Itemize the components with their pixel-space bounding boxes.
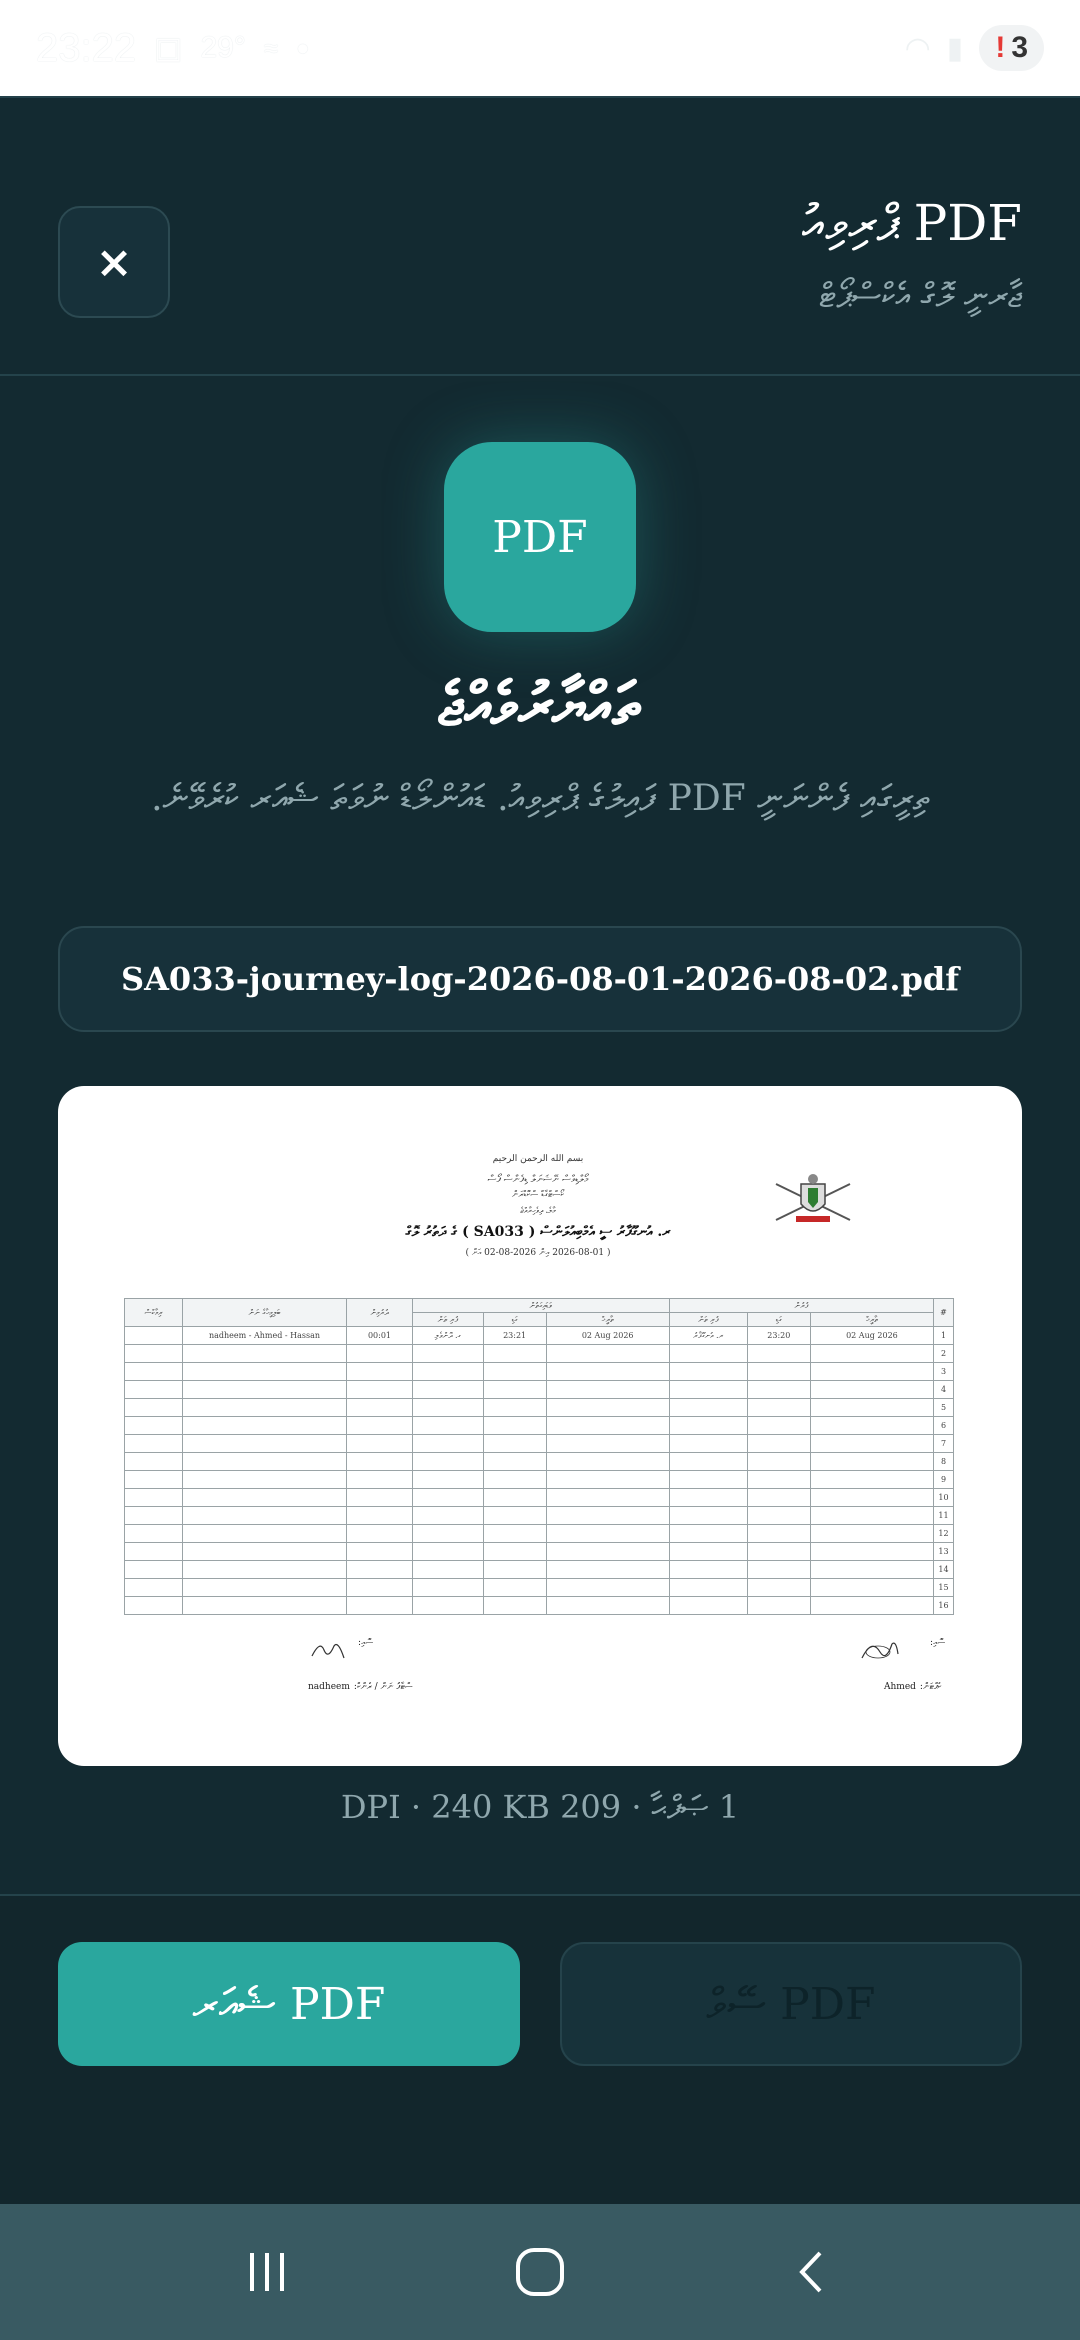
empty-cell: [669, 1417, 747, 1435]
empty-cell: [810, 1435, 933, 1453]
signature-right-icon: [858, 1636, 902, 1666]
empty-cell: [669, 1435, 747, 1453]
empty-cell: [810, 1471, 933, 1489]
empty-cell: [183, 1507, 347, 1525]
empty-cell: [747, 1399, 810, 1417]
empty-cell: [747, 1417, 810, 1435]
empty-cell: [483, 1489, 546, 1507]
empty-cell: [810, 1525, 933, 1543]
weather-icon: ≈: [263, 32, 279, 63]
cell-index: 7: [934, 1435, 954, 1453]
empty-cell: [347, 1453, 413, 1471]
empty-cell: [125, 1399, 183, 1417]
empty-cell: [546, 1543, 669, 1561]
doc-org-line3: މާލެ، ދިވެހިރާއްޖެ: [520, 1206, 556, 1215]
empty-cell: [125, 1435, 183, 1453]
empty-cell: [183, 1417, 347, 1435]
empty-cell: [810, 1543, 933, 1561]
col-arrive-group: ވަޑައިގަތުން: [413, 1299, 670, 1313]
col-arrive-time: ގަޑި: [483, 1313, 546, 1327]
signal-icon: ▮: [946, 31, 964, 65]
empty-cell: [747, 1363, 810, 1381]
empty-cell: [413, 1597, 484, 1615]
crew-name: nadheem: [308, 1682, 350, 1692]
empty-cell: [183, 1579, 347, 1597]
pdf-file-icon: [444, 442, 636, 632]
empty-cell: [747, 1489, 810, 1507]
table-row: [125, 1543, 954, 1561]
table-row: [125, 1417, 954, 1435]
signature-right-label: ސޮއި:: [930, 1638, 946, 1648]
journey-log-table: [124, 1298, 954, 1615]
cell-index: 4: [934, 1381, 954, 1399]
crew-label: ސްޓާފު ނަން / ރެންކް:: [353, 1682, 413, 1692]
empty-cell: [810, 1399, 933, 1417]
save-pdf-label: PDF ސޭވް: [706, 1978, 876, 2030]
system-nav-bar: [0, 2204, 1080, 2340]
cell-index: 16: [934, 1597, 954, 1615]
cell-index: 2: [934, 1345, 954, 1363]
empty-cell: [413, 1363, 484, 1381]
pdf-page-preview[interactable]: [58, 1086, 1022, 1766]
empty-cell: [483, 1471, 546, 1489]
col-remarks: ރިމާކްސް: [125, 1299, 183, 1327]
ready-title: ތައްޔާރުވެއްޖެ: [437, 670, 643, 740]
empty-cell: [483, 1507, 546, 1525]
empty-cell: [125, 1561, 183, 1579]
empty-cell: [669, 1381, 747, 1399]
empty-cell: [413, 1417, 484, 1435]
empty-cell: [669, 1489, 747, 1507]
empty-cell: [810, 1363, 933, 1381]
empty-cell: [347, 1435, 413, 1453]
table-row: [125, 1489, 954, 1507]
status-time: 23:22: [36, 25, 137, 70]
notification-badge: [979, 25, 1044, 71]
empty-cell: [546, 1363, 669, 1381]
empty-cell: [747, 1345, 810, 1363]
empty-cell: [125, 1579, 183, 1597]
cell-index: 12: [934, 1525, 954, 1543]
cell-arrive-date: 02 Aug 2026: [546, 1327, 669, 1345]
empty-cell: [413, 1507, 484, 1525]
empty-cell: [546, 1345, 669, 1363]
table-row: [125, 1597, 954, 1615]
back-icon: [788, 2247, 838, 2297]
recent-apps-icon: [242, 2247, 292, 2297]
log-rows: [125, 1327, 954, 1615]
empty-cell: [810, 1417, 933, 1435]
home-button[interactable]: [495, 2227, 585, 2317]
empty-cell: [483, 1543, 546, 1561]
pdf-icon-label: PDF: [492, 511, 588, 563]
close-button[interactable]: [58, 206, 170, 318]
empty-cell: [546, 1435, 669, 1453]
empty-cell: [413, 1471, 484, 1489]
empty-cell: [747, 1543, 810, 1561]
empty-cell: [125, 1417, 183, 1435]
empty-cell: [347, 1471, 413, 1489]
empty-cell: [546, 1471, 669, 1489]
table-row: [125, 1453, 954, 1471]
cell-index: 5: [934, 1399, 954, 1417]
signature-left-icon: [308, 1636, 348, 1664]
cell-patient: nadheem - Ahmed - Hassan: [183, 1327, 347, 1345]
empty-cell: [125, 1453, 183, 1471]
empty-cell: [747, 1381, 810, 1399]
empty-cell: [669, 1507, 747, 1525]
empty-cell: [810, 1579, 933, 1597]
share-pdf-label: PDF ޝެއަރ: [192, 1978, 386, 2030]
captain-line: [884, 1682, 941, 1692]
empty-cell: [483, 1597, 546, 1615]
empty-cell: [413, 1345, 484, 1363]
wifi-icon: ◠: [904, 31, 931, 65]
empty-cell: [413, 1489, 484, 1507]
empty-cell: [747, 1507, 810, 1525]
empty-cell: [125, 1543, 183, 1561]
empty-cell: [669, 1525, 747, 1543]
empty-cell: [546, 1489, 669, 1507]
empty-cell: [483, 1381, 546, 1399]
cell-index: 14: [934, 1561, 954, 1579]
empty-cell: [483, 1435, 546, 1453]
empty-cell: [483, 1453, 546, 1471]
doc-bismillah: بسم الله الرحمن الرحيم: [492, 1154, 584, 1164]
back-button[interactable]: [768, 2227, 858, 2317]
empty-cell: [546, 1507, 669, 1525]
home-icon: [512, 2244, 568, 2300]
empty-cell: [810, 1489, 933, 1507]
cell-arrive-time: 23:21: [483, 1327, 546, 1345]
alert-icon: !: [995, 31, 1006, 64]
table-row: [125, 1435, 954, 1453]
empty-cell: [347, 1543, 413, 1561]
ready-description: ތިރީގައި ފެންނަނީ PDF ފައިލުގެ ޕްރިވިއު. ޑައުންލޯޑް ނުވަތަ ޝެއަރ ކުރެވޭނެ.: [151, 778, 929, 819]
empty-cell: [669, 1579, 747, 1597]
empty-cell: [546, 1453, 669, 1471]
empty-cell: [413, 1399, 484, 1417]
empty-cell: [747, 1561, 810, 1579]
empty-cell: [347, 1597, 413, 1615]
status-right: [905, 25, 1044, 71]
empty-cell: [347, 1525, 413, 1543]
empty-cell: [669, 1399, 747, 1417]
save-pdf-button[interactable]: [560, 1942, 1022, 2066]
empty-cell: [347, 1489, 413, 1507]
col-depart-time: ގަޑި: [747, 1313, 810, 1327]
empty-cell: [125, 1525, 183, 1543]
empty-cell: [183, 1489, 347, 1507]
page-subtitle: ޖާރނީ ލޮގް އެކްސްޕޯޓް: [819, 276, 1022, 316]
calendar-icon: ▣: [154, 31, 183, 65]
status-bar: [0, 0, 1080, 96]
table-row: [125, 1363, 954, 1381]
doc-org-line2: ކޯސްޓްގާޑް ސްކޮޑްރަން: [511, 1190, 565, 1200]
empty-cell: [483, 1399, 546, 1417]
empty-cell: [125, 1345, 183, 1363]
empty-cell: [810, 1453, 933, 1471]
cell-index: 3: [934, 1363, 954, 1381]
empty-cell: [413, 1579, 484, 1597]
empty-cell: [546, 1525, 669, 1543]
col-patient: ބަލިމީހާގެ ނަން: [183, 1299, 347, 1327]
empty-cell: [747, 1471, 810, 1489]
empty-cell: [413, 1543, 484, 1561]
empty-cell: [413, 1435, 484, 1453]
empty-cell: [810, 1507, 933, 1525]
empty-cell: [183, 1435, 347, 1453]
empty-cell: [413, 1381, 484, 1399]
empty-cell: [347, 1579, 413, 1597]
empty-cell: [347, 1507, 413, 1525]
empty-cell: [183, 1597, 347, 1615]
panel-header: [0, 98, 1080, 376]
empty-cell: [483, 1363, 546, 1381]
filename-field: [58, 926, 1022, 1032]
table-row: [125, 1471, 954, 1489]
empty-cell: [669, 1543, 747, 1561]
empty-cell: [669, 1471, 747, 1489]
cell-arrive-place: ގ. ދޮންވެލި: [413, 1327, 484, 1345]
cell-distance: 00:01: [347, 1327, 413, 1345]
empty-cell: [125, 1507, 183, 1525]
empty-cell: [125, 1489, 183, 1507]
notification-count: 3: [1011, 31, 1028, 64]
empty-cell: [183, 1381, 347, 1399]
empty-cell: [347, 1381, 413, 1399]
cell-remarks: [125, 1327, 183, 1345]
captain-name: Ahmed: [884, 1682, 916, 1692]
col-index: #: [934, 1299, 954, 1327]
cell-index: 1: [934, 1327, 954, 1345]
doc-org-line1: މޯލްޑިވްސް ނޭޝަނަލް ޑިފެންސް ފޯސް: [487, 1174, 589, 1185]
col-depart-group: ފުރުން: [669, 1299, 933, 1313]
file-meta: 1 ޞަފްޙާ · 209 DPI · 240 KB: [340, 1788, 740, 1826]
col-distance: ދުރުމިން: [347, 1299, 413, 1327]
empty-cell: [747, 1453, 810, 1471]
emblem-icon: [768, 1170, 858, 1230]
table-row: [125, 1327, 954, 1345]
empty-cell: [125, 1597, 183, 1615]
action-bar: [0, 1896, 1080, 2206]
empty-cell: [810, 1381, 933, 1399]
empty-cell: [669, 1597, 747, 1615]
status-left: [36, 26, 309, 71]
empty-cell: [669, 1363, 747, 1381]
empty-cell: [546, 1597, 669, 1615]
share-pdf-button[interactable]: [58, 1942, 520, 2066]
captain-label: ކެޕްޓަން:: [919, 1682, 942, 1692]
empty-cell: [183, 1561, 347, 1579]
table-row: [125, 1381, 954, 1399]
empty-cell: [747, 1597, 810, 1615]
table-row: [125, 1579, 954, 1597]
empty-cell: [483, 1525, 546, 1543]
doc-date-range: ( 2026-08-01 އިން 2026-08-02 އަށް ): [465, 1248, 611, 1258]
filename-text: SA033-journey-log-2026-08-01-2026-08-02.pdf: [120, 960, 960, 998]
empty-cell: [546, 1417, 669, 1435]
close-icon: ×: [95, 236, 133, 288]
empty-cell: [483, 1345, 546, 1363]
col-depart-date: ތާރީޚް: [810, 1313, 933, 1327]
empty-cell: [413, 1561, 484, 1579]
preview-document: [58, 1086, 1022, 1766]
empty-cell: [546, 1381, 669, 1399]
table-row: [125, 1561, 954, 1579]
empty-cell: [747, 1579, 810, 1597]
empty-cell: [183, 1543, 347, 1561]
table-row: [125, 1399, 954, 1417]
empty-cell: [546, 1561, 669, 1579]
empty-cell: [413, 1453, 484, 1471]
empty-cell: [347, 1417, 413, 1435]
empty-cell: [183, 1399, 347, 1417]
empty-cell: [125, 1381, 183, 1399]
recent-apps-button[interactable]: [222, 2227, 312, 2317]
empty-cell: [183, 1363, 347, 1381]
empty-cell: [546, 1579, 669, 1597]
empty-cell: [747, 1435, 810, 1453]
empty-cell: [669, 1561, 747, 1579]
empty-cell: [669, 1345, 747, 1363]
empty-cell: [669, 1453, 747, 1471]
signature-left-label: ސޮއި:: [358, 1638, 374, 1648]
empty-cell: [483, 1417, 546, 1435]
empty-cell: [483, 1579, 546, 1597]
empty-cell: [810, 1345, 933, 1363]
empty-cell: [810, 1597, 933, 1615]
col-depart-place: ފުރި ތަން: [669, 1313, 747, 1327]
table-row: [125, 1345, 954, 1363]
cell-depart-place: ރ. އުނގޫފާރު: [669, 1327, 747, 1345]
empty-cell: [183, 1471, 347, 1489]
empty-cell: [125, 1471, 183, 1489]
cell-index: 11: [934, 1507, 954, 1525]
empty-cell: [183, 1453, 347, 1471]
empty-cell: [347, 1561, 413, 1579]
empty-cell: [125, 1363, 183, 1381]
empty-cell: [810, 1561, 933, 1579]
col-arrive-date: ތާރީޚް: [546, 1313, 669, 1327]
crew-line: [308, 1682, 413, 1692]
empty-cell: [747, 1525, 810, 1543]
col-arrive-place: ފުރި ތަން: [413, 1313, 484, 1327]
empty-cell: [183, 1345, 347, 1363]
empty-cell: [483, 1561, 546, 1579]
empty-cell: [183, 1525, 347, 1543]
cell-depart-time: 23:20: [747, 1327, 810, 1345]
status-temperature: 29°: [200, 31, 246, 64]
empty-cell: [347, 1363, 413, 1381]
cell-index: 15: [934, 1579, 954, 1597]
cell-depart-date: 02 Aug 2026: [810, 1327, 933, 1345]
empty-cell: [413, 1525, 484, 1543]
page-title: PDF ޕްރިވިއު: [801, 194, 1022, 252]
cell-index: 8: [934, 1453, 954, 1471]
table-row: [125, 1525, 954, 1543]
doc-title: ރ. އުނގޫފާރު ސީ އެމްބިއުލަންސް ( SA033 ) ގެ ދަތުރު ލޮގް: [405, 1224, 671, 1240]
empty-cell: [546, 1399, 669, 1417]
pdf-preview-panel: [0, 96, 1080, 2204]
cell-index: 9: [934, 1471, 954, 1489]
empty-cell: [347, 1399, 413, 1417]
table-row: [125, 1507, 954, 1525]
cell-index: 6: [934, 1417, 954, 1435]
cell-index: 13: [934, 1543, 954, 1561]
dot-icon: ●: [296, 35, 310, 60]
empty-cell: [347, 1345, 413, 1363]
cell-index: 10: [934, 1489, 954, 1507]
